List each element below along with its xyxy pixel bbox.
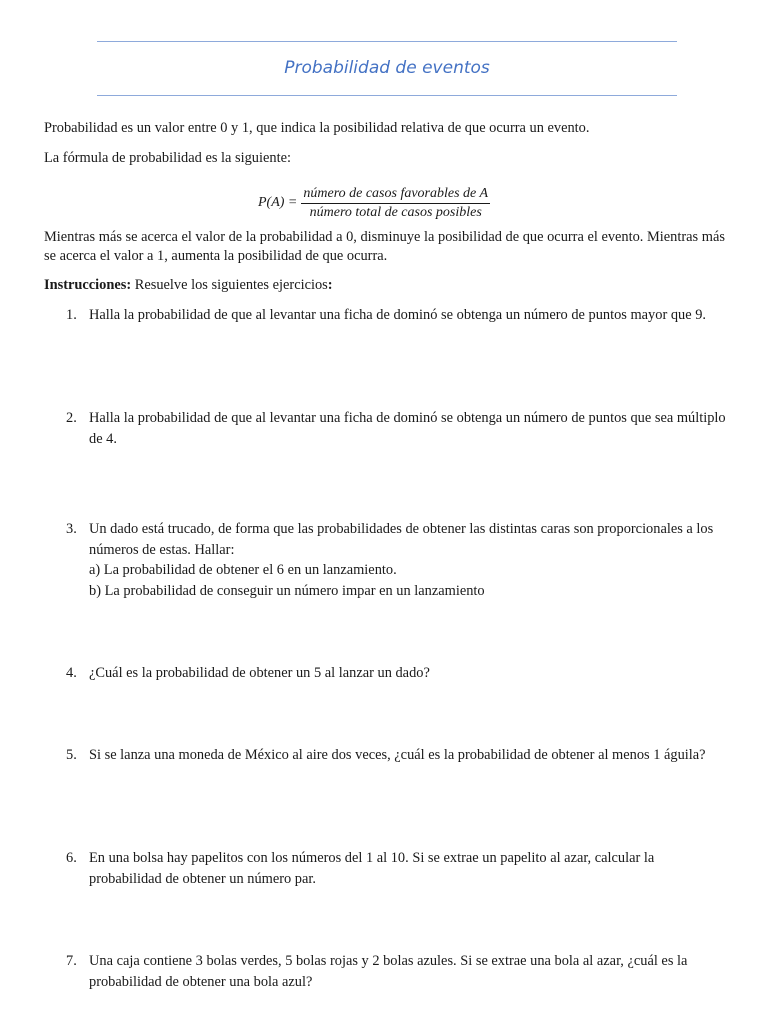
probability-formula [258,183,490,223]
exercise-number: 6. [66,850,77,866]
exercise-text [89,305,729,326]
exercise-number: 5. [66,747,77,763]
exercise-number: 2. [66,410,77,426]
exercise-line: b) La probabilidad de conseguir un número impar en un lanzamiento [89,582,485,599]
formula-numerator: número de casos favorables de A [303,185,489,201]
exercise-line: Halla la probabilidad de que al levantar una ficha de dominó se obtenga un número de puntos que sea múltiplo de 4. [89,410,726,447]
exercise-line: En una bolsa hay papelitos con los números del 1 al 10. Si se extrae un papelito al azar, calcular la probabilidad de obtener un número par. [89,850,655,887]
formula-intro: La fórmula de probabilidad es la siguiente: [44,150,291,166]
exercise-number: 4. [66,665,77,681]
exercise-text [89,663,729,684]
title-top-rule [97,41,677,42]
exercise-line: a) La probabilidad de obtener el 6 en un lanzamiento. [89,562,397,578]
instructions-label: Instrucciones: [44,277,132,293]
exercise-text [89,848,729,889]
exercise-text [89,745,729,766]
instructions-colon: : [327,277,333,293]
formula-fraction [301,186,490,221]
exercise-line: Si se lanza una moneda de México al aire dos veces, ¿cuál es la probabilidad de obtener al menos 1 águila? [89,747,706,763]
exercise-number: 3. [66,521,77,537]
instructions-line [44,276,734,295]
exercise-line: Halla la probabilidad de que al levantar una ficha de dominó se obtenga un número de puntos mayor que 9. [89,307,707,323]
exercise-line: Un dado está trucado, de forma que las probabilidades de obtener las distintas caras son proporcionales a los números de estas. Hallar: [89,521,714,558]
formula-denominator: número total de casos posibles [309,204,482,220]
exercise-number: 7. [66,953,77,969]
explanation-paragraph: Mientras más se acerca el valor de la probabilidad a 0, disminuye la posibilidad de que ocurra el evento. Mientras más se acerca el valor a 1, aumenta la posibilidad de que ocurra. [44,229,725,264]
exercise-text [89,408,729,449]
exercise-text [89,951,729,992]
instructions-text: Resuelve los siguientes ejercicios [131,277,328,293]
formula-lhs: P(A) = [258,195,298,210]
intro-paragraph: Probabilidad es un valor entre 0 y 1, que indica la posibilidad relativa de que ocurra un evento. [44,120,590,136]
exercise-line: ¿Cuál es la probabilidad de obtener un 5 al lanzar un dado? [89,665,430,681]
exercise-text [89,519,729,601]
exercise-line: Una caja contiene 3 bolas verdes, 5 bolas rojas y 2 bolas azules. Si se extrae una bola al azar, ¿cuál es la probabilidad de obtener una bola azul? [89,953,688,990]
title-bottom-rule [97,95,677,96]
page-title: Probabilidad de eventos [284,58,490,78]
exercise-number: 1. [66,307,77,323]
